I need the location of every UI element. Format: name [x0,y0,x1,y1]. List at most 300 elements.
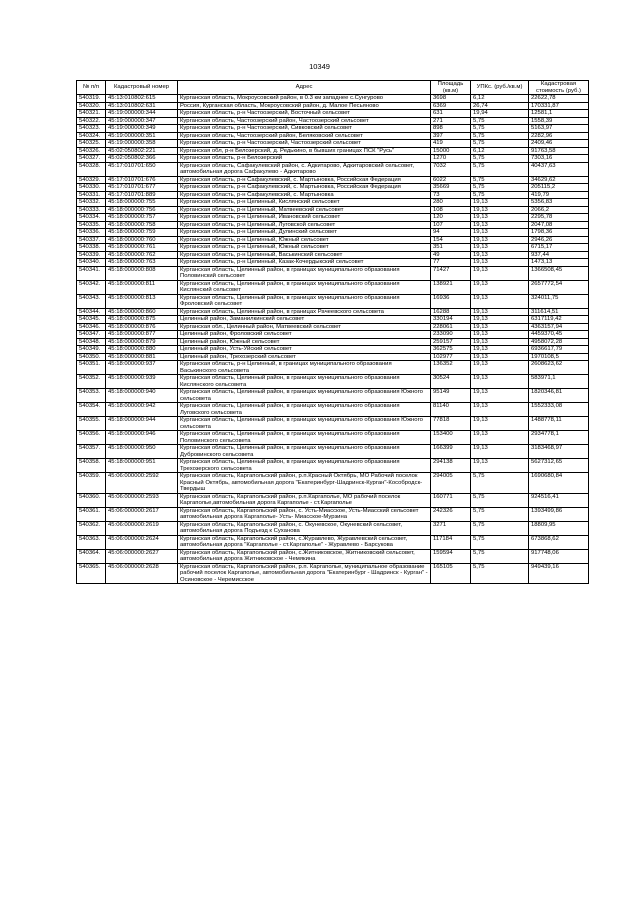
area-cell: 397 [431,132,471,140]
cadastral-cost-cell: 937,44 [529,251,589,259]
address-cell: Целинный район, Заманилкинский сельсовет [178,316,431,324]
table-row [77,353,589,361]
cadastral-number-cell: 45:13:010802:615 [106,95,178,103]
upks-cell: 5,75 [471,162,529,176]
area-cell: 71427 [431,266,471,280]
address-cell: Курганская область, р-н Частоозерский, Восточный сельсовет [178,110,431,118]
cadastral-number-cell: 45:18:000000:755 [106,199,178,207]
cadastral-cost-cell: 311614,51 [529,308,589,316]
cadastral-number-cell: 45:18:000000:877 [106,331,178,339]
table-row [77,236,589,244]
cadastral-cost-cell: 583971,1 [529,375,589,389]
table-row [77,162,589,176]
cadastral-cost-cell: 1473,13 [529,259,589,267]
cadastral-number-cell: 45:19:000000:349 [106,125,178,133]
upks-cell: 19,13 [471,229,529,237]
cadastral-number-cell: 45:06:000000:2617 [106,507,178,521]
cadastral-number-cell: 45:18:000000:951 [106,459,178,473]
cadastral-cost-cell: 949439,16 [529,563,589,584]
upks-cell: 19,13 [471,346,529,354]
table-row [77,251,589,259]
cadastral-number-cell: 45:19:000000:358 [106,140,178,148]
cadastral-number-cell: 45:18:000000:879 [106,338,178,346]
area-cell: 294138 [431,459,471,473]
area-cell: 351 [431,244,471,252]
row-number-cell: 540355. [77,417,106,431]
upks-cell: 19,13 [471,361,529,375]
cadastral-number-cell: 45:18:000000:880 [106,346,178,354]
row-number-cell: 540350. [77,353,106,361]
table-row [77,331,589,339]
table-row [77,563,589,584]
upks-cell: 19,13 [471,323,529,331]
row-number-cell: 540359. [77,473,106,494]
area-cell: 259157 [431,338,471,346]
table-row [77,206,589,214]
cadastral-cost-cell: 2066,2 [529,206,589,214]
row-number-cell: 540358. [77,459,106,473]
row-number-cell: 540356. [77,431,106,445]
row-number-cell: 540363. [77,535,106,549]
row-number-cell: 540324. [77,132,106,140]
row-number-cell: 540330. [77,184,106,192]
row-number-cell: 540328. [77,162,106,176]
upks-cell: 19,13 [471,375,529,389]
area-cell: 166399 [431,445,471,459]
address-cell: Курганская область, Целинный район, в границах муниципального образования Кислянский сельсовет [178,280,431,294]
row-number-cell: 540346. [77,323,106,331]
cadastral-number-cell: 45:18:000000:946 [106,431,178,445]
row-number-cell: 540323. [77,125,106,133]
area-cell: 898 [431,125,471,133]
table-row [77,507,589,521]
row-number-cell: 540357. [77,445,106,459]
cadastral-number-cell: 45:18:000000:939 [106,375,178,389]
row-number-cell: 540329. [77,176,106,184]
address-cell: Курганская область, р-н Целинный, Кислянский сельсовет [178,199,431,207]
area-cell: 1270 [431,155,471,163]
address-cell: Курганская область, Целинный район, в границах муниципального образования Половинского сельсовета [178,431,431,445]
row-number-cell: 540335. [77,221,106,229]
upks-cell: 5,75 [471,184,529,192]
table-row [77,338,589,346]
cadastral-number-cell: 45:18:000000:762 [106,251,178,259]
address-cell: Курганская область, р-н Сафакулевский, с. Мартыновка, Российская Федерация [178,176,431,184]
area-cell: 77 [431,259,471,267]
cadastral-number-cell: 45:18:000000:942 [106,403,178,417]
cadastral-number-cell: 45:06:000000:2628 [106,563,178,584]
row-number-cell: 540347. [77,331,106,339]
cadastral-cost-cell: 22622,78 [529,95,589,103]
row-number-cell: 540326. [77,147,106,155]
cadastral-number-cell: 45:18:000000:944 [106,417,178,431]
cadastral-number-cell: 45:18:000000:761 [106,244,178,252]
upks-cell: 19,13 [471,403,529,417]
area-cell: 153400 [431,431,471,445]
cadastral-cost-cell: 91763,58 [529,147,589,155]
cadastral-cost-cell: 40437,63 [529,162,589,176]
header-area: Площадь (кв.м) [431,81,471,95]
row-number-cell: 540339. [77,251,106,259]
address-cell: Курганская область, Целинный район, в границах муниципального образования Трехозерского сельсовета [178,459,431,473]
cadastral-number-cell: 45:06:000000:2593 [106,493,178,507]
cadastral-number-cell: 45:17:010701:676 [106,176,178,184]
area-cell: 160771 [431,493,471,507]
cadastral-number-cell: 45:18:000000:757 [106,214,178,222]
row-number-cell: 540322. [77,117,106,125]
cadastral-number-cell: 45:18:000000:763 [106,259,178,267]
cadastral-number-cell: 45:18:000000:881 [106,353,178,361]
address-cell: Курганская обл, р-н Белозерский, д. Редькино, в бывших границах ПСК "Русь" [178,147,431,155]
table-row [77,459,589,473]
address-cell: Курганская область, Сафакулевский район, с. Адкитарово, Адкитаровский сельсовет, автомобильная дорога Сафакулево - Адкитарово [178,162,431,176]
row-number-cell: 540361. [77,507,106,521]
cadastral-cost-cell: 2047,08 [529,221,589,229]
cadastral-number-cell: 45:18:000000:758 [106,221,178,229]
upks-cell: 19,13 [471,445,529,459]
area-cell: 228061 [431,323,471,331]
address-cell: Курганская область, Каргапольский район, с.Житниковское, Житниковский сельсовет, автомобильная дорога Житниковское - Чемякина [178,549,431,563]
table-row [77,221,589,229]
upks-cell: 6,12 [471,95,529,103]
upks-cell: 5,75 [471,507,529,521]
address-cell: Курганская область, Каргапольский район, с. Усть-Миасское, Усть-Миасский сельсовет автомобильная дорога Каргаполье- Усть- Миасское-Мурзина [178,507,431,521]
header-cadastral-number: Кадастровый номер [106,81,178,95]
address-cell: Курганская область, Каргапольский район, с. Окуневское, Окуневский сельсовет, автомобильная дорога Подъезд к Суханова [178,521,431,535]
row-number-cell: 540362. [77,521,106,535]
table-row [77,184,589,192]
area-cell: 30524 [431,375,471,389]
table-row [77,521,589,535]
cadastral-cost-cell: 1970108,5 [529,353,589,361]
upks-cell: 19,13 [471,236,529,244]
table-row [77,229,589,237]
upks-cell: 19,13 [471,353,529,361]
address-cell: Курганская область, р-н Целинный, в границах муниципального образования Васькинского сельсовета [178,361,431,375]
upks-cell: 6,12 [471,147,529,155]
row-number-cell: 540365. [77,563,106,584]
row-number-cell: 540331. [77,191,106,199]
area-cell: 73 [431,191,471,199]
upks-cell: 19,94 [471,110,529,118]
cadastral-number-cell: 45:06:000000:2624 [106,535,178,549]
row-number-cell: 540352. [77,375,106,389]
address-cell: Курганская область, р-н Целинный, Дулинский сельсовет [178,229,431,237]
address-cell: Россия, Курганская область, Мокроусовский район, д. Малое Песьяново [178,102,431,110]
row-number-cell: 540338. [77,244,106,252]
cadastral-cost-cell: 6715,17 [529,244,589,252]
upks-cell: 19,13 [471,244,529,252]
cadastral-cost-cell: 170331,87 [529,102,589,110]
cadastral-number-cell: 45:18:000000:875 [106,316,178,324]
upks-cell: 5,75 [471,176,529,184]
area-cell: 159594 [431,549,471,563]
table-row [77,445,589,459]
cadastral-number-cell: 45:13:010802:631 [106,102,178,110]
upks-cell: 5,75 [471,155,529,163]
table-header-row [77,81,589,95]
area-cell: 6369 [431,102,471,110]
cadastral-number-cell: 45:19:000000:347 [106,117,178,125]
row-number-cell: 540332. [77,199,106,207]
area-cell: 233090 [431,331,471,339]
cadastral-cost-cell: 1558,39 [529,117,589,125]
cadastral-cost-cell: 2946,26 [529,236,589,244]
upks-cell: 19,13 [471,199,529,207]
area-cell: 3698 [431,95,471,103]
address-cell: Курганская область, р-н Целинный, Южный сельсовет [178,244,431,252]
area-cell: 49 [431,251,471,259]
table-row [77,140,589,148]
cadastral-number-cell: 45:18:000000:760 [106,236,178,244]
area-cell: 271 [431,117,471,125]
row-number-cell: 540333. [77,206,106,214]
upks-cell: 5,75 [471,191,529,199]
cadastral-cost-cell: 1552333,08 [529,403,589,417]
cadastral-number-cell: 45:19:000000:344 [106,110,178,118]
area-cell: 362575 [431,346,471,354]
upks-cell: 19,13 [471,308,529,316]
upks-cell: 19,13 [471,251,529,259]
cadastral-number-cell: 45:18:000000:759 [106,229,178,237]
cadastral-cost-cell: 6317119,42 [529,316,589,324]
row-number-cell: 540354. [77,403,106,417]
cadastral-cost-cell: 7303,16 [529,155,589,163]
header-address: Адрес [178,81,431,95]
area-cell: 16936 [431,294,471,308]
cadastral-cost-cell: 2295,78 [529,214,589,222]
row-number-cell: 540319. [77,95,106,103]
address-cell: Курганская область, р-н Целинный, Васькинский сельсовет [178,251,431,259]
cadastral-cost-cell: 2657772,54 [529,280,589,294]
address-cell: Курганская область, Целинный район, в границах Рачеевского сельсовета [178,308,431,316]
upks-cell: 5,75 [471,549,529,563]
address-cell: Курганская область, Мокроусовский район, в 0.3 км западнее с.Сунгурово [178,95,431,103]
area-cell: 120 [431,214,471,222]
address-cell: Курганская область, р-н Целинный, Матвеевский сельсовет [178,206,431,214]
row-number-cell: 540321. [77,110,106,118]
cadastral-cost-cell: 1690680,84 [529,473,589,494]
cadastral-cost-cell: 2409,46 [529,140,589,148]
area-cell: 107 [431,221,471,229]
cadastral-cost-cell: 924516,41 [529,493,589,507]
cadastral-number-cell: 45:02:050802:366 [106,155,178,163]
upks-cell: 19,13 [471,389,529,403]
table-row [77,259,589,267]
address-cell: Курганская область, Целинный район, в границах муниципального образования Южного сельсовета [178,417,431,431]
address-cell: Курганская область, Каргапольский район, с.Журавлево, Журавлевский сельсовет, автомобильная дорога "Каргаполье - ст.Каргаполье" - Журавлево - Барсукова [178,535,431,549]
cadastral-number-cell: 45:18:000000:950 [106,445,178,459]
table-row [77,155,589,163]
upks-cell: 5,75 [471,140,529,148]
upks-cell: 5,75 [471,521,529,535]
area-cell: 81140 [431,403,471,417]
cadastral-cost-cell: 205115,2 [529,184,589,192]
table-row [77,102,589,110]
cadastral-cost-cell: 34629,62 [529,176,589,184]
row-number-cell: 540340. [77,259,106,267]
upks-cell: 5,75 [471,473,529,494]
header-num: № п/п [77,81,106,95]
row-number-cell: 540344. [77,308,106,316]
cadastral-cost-cell: 5163,97 [529,125,589,133]
address-cell: Курганская область, Каргапольский район, р.п. Каргаполье, муниципальное образование рабочий поселок Каргаполье, автомобильная дорога "Екатеринбург - Шадринск - Курган" - Осиновское - Черемисское [178,563,431,584]
table-row [77,125,589,133]
cadastral-number-cell: 45:18:000000:808 [106,266,178,280]
area-cell: 294005 [431,473,471,494]
address-cell: Курганская область, р-н Белозерский [178,155,431,163]
table-row [77,323,589,331]
table-row [77,132,589,140]
header-upks: УПКс. (руб./кв.м) [471,81,529,95]
cadastral-cost-cell: 2934778,1 [529,431,589,445]
cadastral-number-cell: 45:18:000000:876 [106,323,178,331]
area-cell: 77818 [431,417,471,431]
cadastral-cost-cell: 4459370,45 [529,331,589,339]
area-cell: 108 [431,206,471,214]
header-cadastral-cost: Кадастровая стоимость (руб.) [529,81,589,95]
area-cell: 631 [431,110,471,118]
upks-cell: 19,13 [471,431,529,445]
row-number-cell: 540334. [77,214,106,222]
table-row [77,493,589,507]
cadastral-cost-cell: 419,79 [529,191,589,199]
cadastral-number-cell: 45:06:000000:2619 [106,521,178,535]
cadastral-cost-cell: 12581,1 [529,110,589,118]
address-cell: Курганская обл., Целинный район, Матвеевский сельсовет [178,323,431,331]
row-number-cell: 540360. [77,493,106,507]
table-row [77,266,589,280]
upks-cell: 5,75 [471,535,529,549]
table-body [77,95,589,584]
upks-cell: 19,13 [471,206,529,214]
row-number-cell: 540337. [77,236,106,244]
area-cell: 280 [431,199,471,207]
cadastral-cost-cell: 5356,83 [529,199,589,207]
area-cell: 102977 [431,353,471,361]
row-number-cell: 540342. [77,280,106,294]
cadastral-number-cell: 45:18:000000:813 [106,294,178,308]
table-row [77,473,589,494]
cadastral-cost-cell: 673868,62 [529,535,589,549]
cadastral-cost-cell: 1366508,45 [529,266,589,280]
address-cell: Курганская область, Целинный район, в границах муниципального образования Половинский сельсовет [178,266,431,280]
table-row [77,361,589,375]
cadastral-number-cell: 45:18:000000:756 [106,206,178,214]
area-cell: 15000 [431,147,471,155]
cadastral-cost-cell: 18809,95 [529,521,589,535]
cadastral-cost-cell: 3183468,97 [529,445,589,459]
upks-cell: 19,13 [471,266,529,280]
area-cell: 138921 [431,280,471,294]
area-cell: 3271 [431,521,471,535]
row-number-cell: 540320. [77,102,106,110]
area-cell: 165105 [431,563,471,584]
area-cell: 242326 [431,507,471,521]
upks-cell: 19,13 [471,459,529,473]
upks-cell: 19,13 [471,280,529,294]
area-cell: 117184 [431,535,471,549]
table-row [77,316,589,324]
row-number-cell: 540351. [77,361,106,375]
upks-cell: 5,75 [471,563,529,584]
upks-cell: 19,13 [471,331,529,339]
cadastral-cost-cell: 324011,75 [529,294,589,308]
table-row [77,417,589,431]
table-row [77,214,589,222]
address-cell: Курганская область, р-н Целинный, Казак-Кочердыкский сельсовет [178,259,431,267]
table-row [77,176,589,184]
area-cell: 136352 [431,361,471,375]
cadastral-cost-cell: 2282,96 [529,132,589,140]
address-cell: Курганская область, р-н Целинный, Южный сельсовет [178,236,431,244]
cadastral-cost-cell: 4363157,94 [529,323,589,331]
page-number: 10349 [309,62,330,71]
table-row [77,280,589,294]
address-cell: Целинный район, Усть-Уйский сельсовет [178,346,431,354]
upks-cell: 5,75 [471,117,529,125]
cadastral-number-cell: 45:02:050802:221 [106,147,178,155]
row-number-cell: 540343. [77,294,106,308]
row-number-cell: 540341. [77,266,106,280]
address-cell: Целинный район, Фроловский сельсовет [178,331,431,339]
cadastral-cost-cell: 1393499,86 [529,507,589,521]
address-cell: Курганская область, р-н Частоозерский, Сивковский сельсовет [178,125,431,133]
cadastral-number-cell: 45:06:000000:2627 [106,549,178,563]
cadastral-cost-cell: 1798,36 [529,229,589,237]
table-row [77,244,589,252]
cadastral-number-cell: 45:17:010701:889 [106,191,178,199]
cadastral-number-cell: 45:18:000000:860 [106,308,178,316]
cadastral-number-cell: 45:17:010701:677 [106,184,178,192]
address-cell: Курганская область, р-н Целинный, Ивановский сельсовет [178,214,431,222]
cadastral-cost-cell: 2608623,62 [529,361,589,375]
upks-cell: 5,75 [471,132,529,140]
area-cell: 419 [431,140,471,148]
address-cell: Курганская область, р-н Сафакулевский, с. Мартыновка [178,191,431,199]
table-row [77,294,589,308]
address-cell: Курганская область, Целинный район, в границах муниципального образования Кислянского сельсовета [178,375,431,389]
table-row [77,95,589,103]
address-cell: Целинный район, Трехозерский сельсовет [178,353,431,361]
upks-cell: 19,13 [471,221,529,229]
row-number-cell: 540348. [77,338,106,346]
table-row [77,535,589,549]
cadastral-number-cell: 45:17:010701:650 [106,162,178,176]
table-row [77,199,589,207]
address-cell: Целинный район, Южный сельсовет [178,338,431,346]
row-number-cell: 540364. [77,549,106,563]
upks-cell: 19,13 [471,316,529,324]
table-row [77,110,589,118]
row-number-cell: 540327. [77,155,106,163]
upks-cell: 19,13 [471,294,529,308]
row-number-cell: 540345. [77,316,106,324]
address-cell: Курганская область, р-н Частоозерский, Частоозерский сельсовет [178,140,431,148]
table-row [77,431,589,445]
upks-cell: 19,13 [471,214,529,222]
table-row [77,147,589,155]
area-cell: 94 [431,229,471,237]
row-number-cell: 540336. [77,229,106,237]
cadastral-cost-cell: 1820346,81 [529,389,589,403]
address-cell: Курганская область, Частоозерский район, Беляковский сельсовет [178,132,431,140]
row-number-cell: 540325. [77,140,106,148]
cadastral-cost-cell: 1488778,11 [529,417,589,431]
address-cell: Курганская область, Целинный район, в границах муниципального образования Дубровинского сельсовета [178,445,431,459]
table-row [77,389,589,403]
cadastral-cost-cell: 6936617,79 [529,346,589,354]
